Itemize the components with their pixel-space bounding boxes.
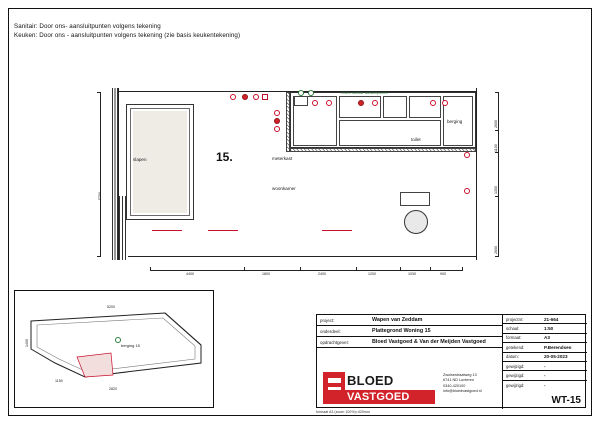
meta-key-gewijzigd-2: gewijzigd: xyxy=(506,373,525,379)
dim-right-1: 2600 xyxy=(494,120,498,128)
dim-bottom-2: 1800 xyxy=(262,272,270,276)
meta-row-getekend xyxy=(503,343,587,352)
meta-key-datum: datum: xyxy=(506,354,519,360)
detail-dim-2: 2820 xyxy=(109,387,117,391)
meta-row-gewijzigd-1 xyxy=(503,362,587,371)
wall-left-hatched xyxy=(112,88,119,260)
symbol-outlet-13 xyxy=(464,152,470,158)
detail-dim-4: 1150 xyxy=(55,379,63,383)
title-row-opdrachtgever xyxy=(317,337,502,348)
meta-row-schaal xyxy=(503,324,587,333)
title-block-left xyxy=(317,315,503,409)
title-value-onderdeel: Plattegrond Woning 15 xyxy=(372,328,431,334)
title-block xyxy=(316,314,586,408)
sheet-footer-note: formaat A3 (zoom 100%)=420mm xyxy=(316,410,370,414)
note-sanitair: Sanitair: Door ons- aansluitpunten volgens tekening xyxy=(14,23,161,30)
window-mark-1 xyxy=(152,230,182,231)
label-woonkamer: woonkamer xyxy=(272,186,296,191)
unit-number: 15. xyxy=(216,150,233,164)
partition-vertical xyxy=(286,92,290,152)
room-slaapkamer xyxy=(126,104,194,220)
label-groen-sanitair: Groen sanitair aansluitpunten xyxy=(341,91,388,95)
label-toilet: toilet xyxy=(411,137,421,142)
address-line-2: 6741 ND Lunteren xyxy=(443,378,475,383)
meta-key-schaal: schaal: xyxy=(506,326,520,332)
title-row-onderdeel xyxy=(317,326,502,337)
title-key-onderdeel: onderdeel: xyxy=(320,328,341,334)
symbol-outlet-10 xyxy=(372,100,378,106)
detail-geometry xyxy=(15,291,215,409)
symbol-outlet-11 xyxy=(430,100,436,106)
dim-right-2: 1100 xyxy=(494,144,498,152)
address-line-1: Zwolsestraatweg 13 xyxy=(443,373,477,377)
symbol-outlet-2 xyxy=(242,94,248,100)
boiler-circle xyxy=(404,210,428,234)
symbol-sanitary-green-2 xyxy=(308,90,314,96)
meta-value-datum: 20-05-2023 xyxy=(544,354,568,360)
label-slapen: slapen xyxy=(133,157,147,162)
meta-key-gewijzigd-1: gewijzigd: xyxy=(506,363,525,369)
address-line-3: 0340-420100 xyxy=(443,383,466,388)
sheet-code: WT-15 xyxy=(551,395,581,406)
title-key-project: project: xyxy=(320,317,335,323)
general-notes xyxy=(14,22,240,40)
symbol-outlet-9 xyxy=(358,100,364,106)
partition-horizontal xyxy=(290,148,476,152)
symbol-outlet-3 xyxy=(253,94,259,100)
symbol-box-1 xyxy=(262,94,268,100)
symbol-outlet-8 xyxy=(326,100,332,106)
title-value-opdrachtgever: Bloed Vastgoed & Van der Meijden Vastgoed xyxy=(372,339,486,345)
title-key-opdrachtgever: opdrachtgever: xyxy=(320,339,350,345)
meta-value-getekend: P.Berendsen xyxy=(544,344,572,350)
symbol-outlet-6 xyxy=(274,126,280,132)
symbol-outlet-12 xyxy=(442,100,448,106)
logo-banner xyxy=(323,390,435,404)
label-meterkast: meterkast xyxy=(272,156,293,161)
logo-text-bloed: BLOED xyxy=(347,373,394,388)
meta-key-formaat: formaat: xyxy=(506,335,522,341)
symbol-outlet-14 xyxy=(464,188,470,194)
detail-label-berging: berging 15 xyxy=(121,343,140,348)
floor-plan xyxy=(112,88,480,260)
label-berging: berging xyxy=(447,119,463,124)
meta-key-projectnr: projectnr: xyxy=(506,316,524,322)
meta-key-getekend: getekend: xyxy=(506,344,525,350)
dim-bottom-3: 2400 xyxy=(318,272,326,276)
logo-text-vastgoed: VASTGOED xyxy=(347,391,410,403)
dim-bottom-4: 1200 xyxy=(368,272,376,276)
company-logo xyxy=(323,371,435,405)
symbol-outlet-4 xyxy=(274,110,280,116)
meta-key-gewijzigd-3: gewijzigd: xyxy=(506,382,525,388)
meta-value-gewijzigd-1: - xyxy=(544,363,546,369)
dim-bottom-5: 1030 xyxy=(408,272,416,276)
meta-value-projectnr: 21-664 xyxy=(544,316,559,322)
note-keuken: Keuken: Door ons - aansluitpunten volgens tekening (zie basis keukentekening) xyxy=(14,32,241,39)
window-mark-3 xyxy=(322,230,352,231)
technical-unit-box xyxy=(400,192,430,206)
symbol-outlet-5 xyxy=(274,118,280,124)
meta-row-datum xyxy=(503,353,587,362)
symbol-sanitary-green-1 xyxy=(298,90,304,96)
wall-right xyxy=(476,88,480,260)
meta-value-schaal: 1:50 xyxy=(544,326,554,332)
title-row-project xyxy=(317,315,502,326)
symbol-outlet-7 xyxy=(312,100,318,106)
title-block-right xyxy=(503,315,587,409)
dim-bottom-1: 4400 xyxy=(186,272,194,276)
meta-value-gewijzigd-3: - xyxy=(544,382,546,388)
address-line-4: info@bloedvastgoed.nl xyxy=(443,389,482,394)
room-slaapkamer-fill xyxy=(133,111,187,213)
meta-row-gewijzigd-3 xyxy=(503,381,587,390)
room-toilet xyxy=(383,96,407,118)
meta-value-gewijzigd-2: - xyxy=(544,373,546,379)
meta-row-formaat xyxy=(503,334,587,343)
dim-bottom-6: 900 xyxy=(440,272,446,276)
wall-bottom xyxy=(112,256,480,260)
meterkast-box xyxy=(294,96,308,106)
meta-value-formaat: A3 xyxy=(544,335,550,341)
company-address xyxy=(443,373,482,395)
room-keuken xyxy=(409,96,441,118)
detail-dim-3: 1400 xyxy=(25,339,29,347)
room-entree xyxy=(339,120,441,146)
dim-right-4: 2600 xyxy=(494,246,498,254)
dim-left-1: 5700 xyxy=(98,192,102,200)
title-value-project: Wapen van Zeddam xyxy=(372,317,423,323)
meta-row-projectnr xyxy=(503,315,587,324)
window-mark-2 xyxy=(208,230,238,231)
detail-drawing-berging xyxy=(14,290,214,408)
room-cluster-top xyxy=(290,92,476,148)
dim-right-3: 1350 xyxy=(494,186,498,194)
detail-dim-1: 5200 xyxy=(107,305,115,309)
symbol-outlet-1 xyxy=(230,94,236,100)
meta-row-gewijzigd-2 xyxy=(503,371,587,380)
